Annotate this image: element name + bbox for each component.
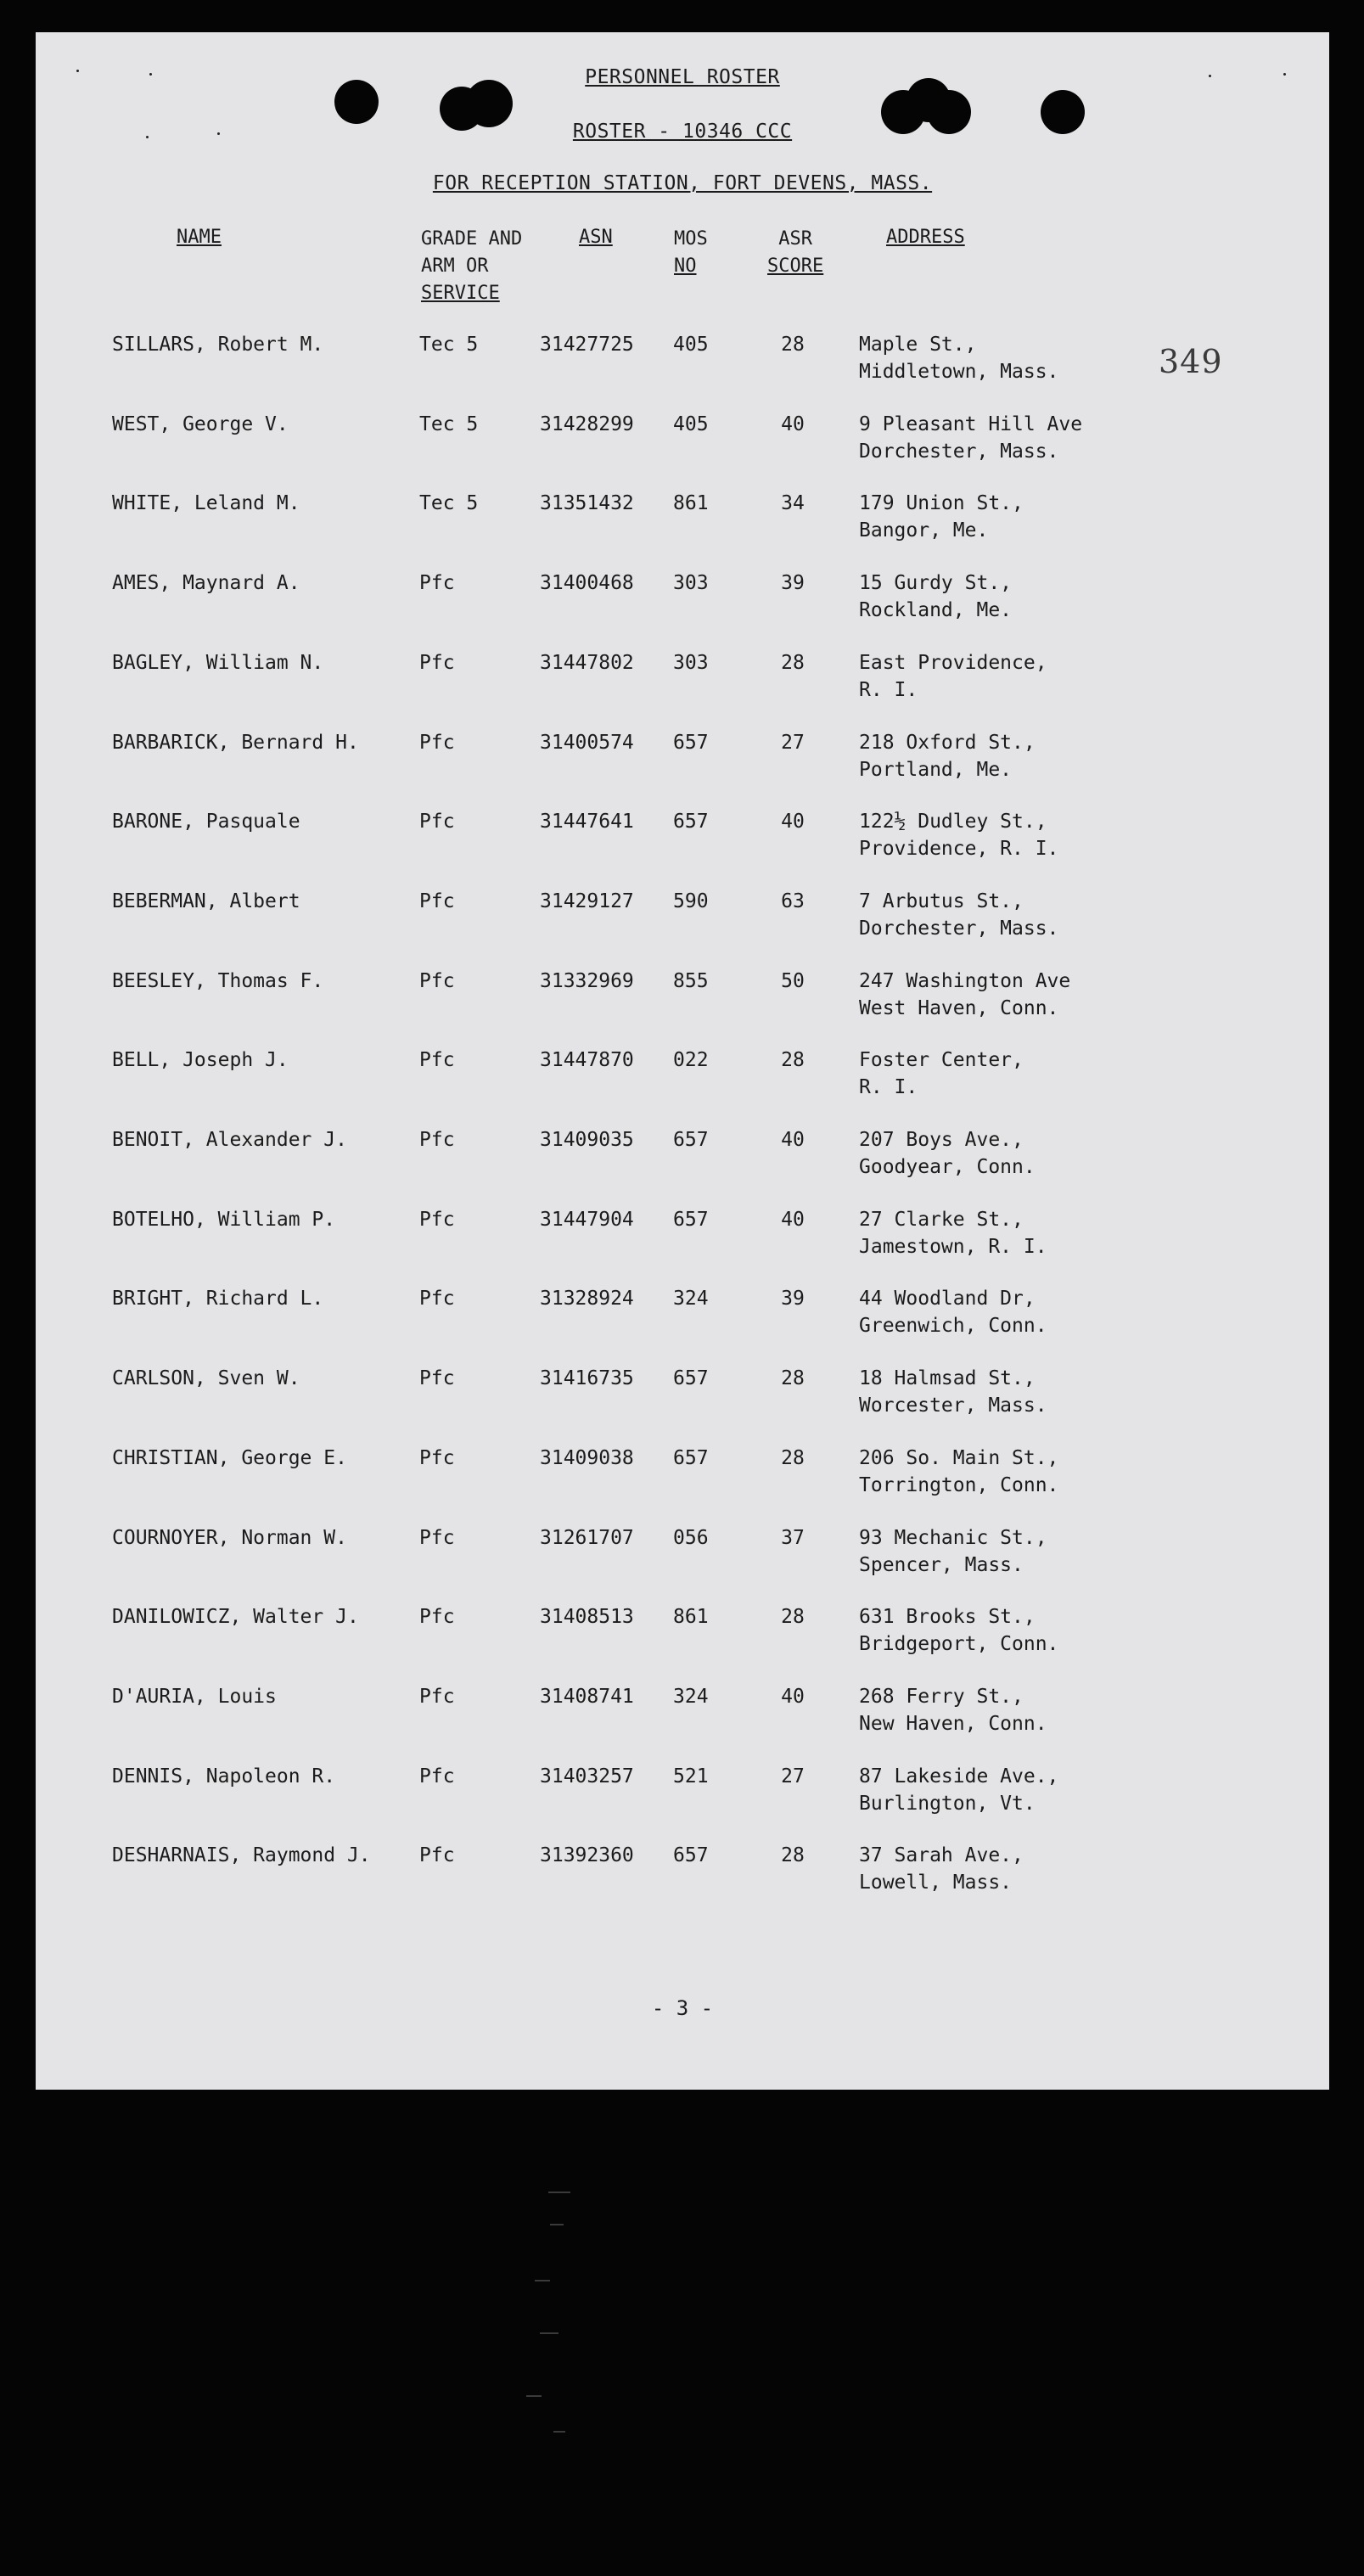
table-row	[36, 968, 1329, 1022]
address-line: 179 Union St.,	[859, 492, 1024, 514]
asn-cell: 31408513	[540, 1606, 634, 1628]
scan-artifact	[550, 2224, 564, 2225]
table-row	[36, 1445, 1329, 1499]
mos-cell: 657	[673, 732, 709, 754]
mos-cell: 657	[673, 1447, 709, 1469]
grade-header-line: SERVICE	[421, 283, 500, 304]
address-line: 15 Gurdy St.,	[859, 572, 1013, 594]
grade-cell: Pfc	[419, 1209, 455, 1231]
table-row	[36, 1126, 1329, 1181]
grade-cell: Pfc	[419, 1765, 455, 1787]
grade-cell: Pfc	[419, 1049, 455, 1071]
asr-cell: 39	[781, 1288, 805, 1310]
address-line: Spencer, Mass.	[859, 1554, 1024, 1576]
col-header-mos	[674, 226, 708, 280]
table-row	[36, 1365, 1329, 1419]
table-row	[36, 411, 1329, 465]
asr-cell: 37	[781, 1527, 805, 1549]
address-line: West Haven, Conn.	[859, 997, 1059, 1019]
asn-cell: 31409038	[540, 1447, 634, 1469]
address-line: Dorchester, Mass.	[859, 918, 1059, 940]
address-line: R. I.	[859, 679, 918, 701]
name-cell: DESHARNAIS, Raymond J.	[112, 1844, 371, 1866]
address-cell	[859, 729, 1036, 783]
address-line: Maple St.,	[859, 334, 977, 356]
asn-cell: 31447904	[540, 1209, 634, 1231]
table-row	[36, 888, 1329, 942]
asn-cell: 31261707	[540, 1527, 634, 1549]
asn-cell: 31332969	[540, 970, 634, 992]
name-cell: DANILOWICZ, Walter J.	[112, 1606, 359, 1628]
address-cell	[859, 649, 1047, 704]
table-row	[36, 1047, 1329, 1101]
grade-cell: Pfc	[419, 1367, 455, 1389]
address-line: Dorchester, Mass.	[859, 441, 1059, 463]
address-line: Burlington, Vt.	[859, 1793, 1036, 1815]
address-cell	[859, 1842, 1024, 1896]
table-row	[36, 570, 1329, 624]
asr-header-line: SCORE	[767, 255, 824, 277]
grade-cell: Pfc	[419, 1447, 455, 1469]
grade-cell: Tec 5	[419, 492, 479, 514]
grade-header-line: ARM OR	[421, 255, 489, 277]
page-title: PERSONNEL ROSTER	[585, 66, 780, 88]
asn-cell: 31400468	[540, 572, 634, 594]
address-line: 122½ Dudley St.,	[859, 811, 1047, 833]
address-line: 268 Ferry St.,	[859, 1686, 1024, 1708]
address-cell	[859, 1126, 1036, 1181]
col-header-name: NAME	[177, 227, 222, 248]
address-cell	[859, 490, 1024, 544]
scan-artifact	[553, 2431, 565, 2433]
address-line: Portland, Me.	[859, 759, 1013, 781]
asn-cell: 31428299	[540, 413, 634, 435]
asn-cell: 31328924	[540, 1288, 634, 1310]
address-cell	[859, 888, 1058, 942]
name-cell: COURNOYER, Norman W.	[112, 1527, 347, 1549]
name-cell: BEBERMAN, Albert	[112, 890, 300, 912]
col-header-grade	[421, 226, 522, 307]
asn-cell: 31400574	[540, 732, 634, 754]
grade-cell: Pfc	[419, 1288, 455, 1310]
grade-cell: Pfc	[419, 1129, 455, 1151]
mos-header-line: NO	[674, 255, 697, 277]
grade-cell: Tec 5	[419, 334, 479, 356]
asr-cell: 40	[781, 811, 805, 833]
asn-cell: 31429127	[540, 890, 634, 912]
asr-cell: 40	[781, 1209, 805, 1231]
name-cell: BARONE, Pasquale	[112, 811, 300, 833]
name-cell: WEST, George V.	[112, 413, 289, 435]
table-row	[36, 649, 1329, 704]
mos-cell: 590	[673, 890, 709, 912]
address-cell	[859, 1365, 1047, 1419]
document-page	[36, 32, 1329, 2090]
address-cell	[859, 1206, 1047, 1260]
grade-cell: Pfc	[419, 652, 455, 674]
address-line: Goodyear, Conn.	[859, 1156, 1036, 1178]
asn-cell: 31408741	[540, 1686, 634, 1708]
address-line: 27 Clarke St.,	[859, 1209, 1024, 1231]
table-row	[36, 331, 1329, 385]
address-line: 87 Lakeside Ave.,	[859, 1765, 1059, 1787]
mos-cell: 657	[673, 1209, 709, 1231]
asr-cell: 40	[781, 1129, 805, 1151]
mos-header-line: MOS	[674, 228, 708, 250]
grade-cell: Pfc	[419, 970, 455, 992]
mos-cell: 405	[673, 413, 709, 435]
grade-cell: Pfc	[419, 890, 455, 912]
address-cell	[859, 1763, 1058, 1817]
asr-cell: 28	[781, 1844, 805, 1866]
mos-cell: 405	[673, 334, 709, 356]
name-cell: BELL, Joseph J.	[112, 1049, 289, 1071]
asr-cell: 50	[781, 970, 805, 992]
mos-cell: 657	[673, 811, 709, 833]
name-cell: AMES, Maynard A.	[112, 572, 300, 594]
name-cell: BRIGHT, Richard L.	[112, 1288, 324, 1310]
address-line: 218 Oxford St.,	[859, 732, 1036, 754]
asn-cell: 31447641	[540, 811, 634, 833]
asn-cell: 31447870	[540, 1049, 634, 1071]
asn-cell: 31447802	[540, 652, 634, 674]
margin-page-number: 349	[1159, 343, 1223, 380]
mos-cell: 521	[673, 1765, 709, 1787]
address-line: R. I.	[859, 1076, 918, 1098]
table-row	[36, 1842, 1329, 1896]
station-line: FOR RECEPTION STATION, FORT DEVENS, MASS.	[432, 172, 933, 194]
address-line: 44 Woodland Dr,	[859, 1288, 1036, 1310]
address-line: Bangor, Me.	[859, 519, 989, 542]
grade-cell: Pfc	[419, 1606, 455, 1628]
table-row	[36, 1285, 1329, 1339]
table-row	[36, 808, 1329, 862]
address-line: 9 Pleasant Hill Ave	[859, 413, 1083, 435]
col-header-asr	[767, 226, 823, 280]
address-cell	[859, 1445, 1058, 1499]
address-cell	[859, 1683, 1047, 1737]
asr-cell: 28	[781, 1447, 805, 1469]
address-line: Rockland, Me.	[859, 599, 1013, 621]
asr-cell: 63	[781, 890, 805, 912]
table-row	[36, 1603, 1329, 1658]
address-line: Bridgeport, Conn.	[859, 1633, 1059, 1655]
address-cell	[859, 968, 1070, 1022]
asr-cell: 28	[781, 652, 805, 674]
address-line: East Providence,	[859, 652, 1047, 674]
col-header-asn: ASN	[579, 227, 613, 248]
grade-cell: Pfc	[419, 1686, 455, 1708]
grade-cell: Pfc	[419, 1527, 455, 1549]
mos-cell: 861	[673, 1606, 709, 1628]
name-cell: CHRISTIAN, George E.	[112, 1447, 347, 1469]
address-cell	[859, 411, 1082, 465]
address-line: 206 So. Main St.,	[859, 1447, 1059, 1469]
address-cell	[859, 331, 1058, 385]
mos-cell: 324	[673, 1686, 709, 1708]
scan-artifact	[540, 2332, 559, 2334]
asn-cell: 31416735	[540, 1367, 634, 1389]
name-cell: SILLARS, Robert M.	[112, 334, 324, 356]
scan-artifact	[535, 2280, 550, 2281]
address-cell	[859, 1524, 1047, 1579]
scan-artifact	[526, 2395, 542, 2397]
name-cell: BAGLEY, William N.	[112, 652, 324, 674]
name-cell: D'AURIA, Louis	[112, 1686, 277, 1708]
address-cell	[859, 1047, 1024, 1101]
asr-cell: 27	[781, 1765, 805, 1787]
name-cell: BARBARICK, Bernard H.	[112, 732, 359, 754]
address-line: 18 Halmsad St.,	[859, 1367, 1036, 1389]
roster-number: ROSTER - 10346 CCC	[572, 121, 793, 143]
mos-cell: 657	[673, 1129, 709, 1151]
address-line: 37 Sarah Ave.,	[859, 1844, 1024, 1866]
asr-cell: 34	[781, 492, 805, 514]
grade-cell: Pfc	[419, 1844, 455, 1866]
address-cell	[859, 1285, 1047, 1339]
mos-cell: 657	[673, 1367, 709, 1389]
asr-cell: 40	[781, 413, 805, 435]
asn-cell: 31392360	[540, 1844, 634, 1866]
asr-cell: 39	[781, 572, 805, 594]
table-row	[36, 490, 1329, 544]
address-line: Worcester, Mass.	[859, 1395, 1047, 1417]
name-cell: CARLSON, Sven W.	[112, 1367, 300, 1389]
table-row	[36, 1206, 1329, 1260]
name-cell: WHITE, Leland M.	[112, 492, 300, 514]
mos-cell: 303	[673, 652, 709, 674]
asn-cell: 31427725	[540, 334, 634, 356]
address-line: Lowell, Mass.	[859, 1872, 1013, 1894]
scan-artifact	[548, 2192, 570, 2193]
address-line: Jamestown, R. I.	[859, 1236, 1047, 1258]
address-cell	[859, 808, 1058, 862]
mos-cell: 657	[673, 1844, 709, 1866]
grade-cell: Pfc	[419, 811, 455, 833]
name-cell: BOTELHO, William P.	[112, 1209, 336, 1231]
mos-cell: 022	[673, 1049, 709, 1071]
mos-cell: 861	[673, 492, 709, 514]
address-line: 207 Boys Ave.,	[859, 1129, 1024, 1151]
table-row	[36, 1683, 1329, 1737]
mos-cell: 324	[673, 1288, 709, 1310]
grade-cell: Pfc	[419, 572, 455, 594]
address-line: 93 Mechanic St.,	[859, 1527, 1047, 1549]
address-line: 7 Arbutus St.,	[859, 890, 1024, 912]
address-line: Torrington, Conn.	[859, 1474, 1059, 1496]
table-row	[36, 1763, 1329, 1817]
address-line: 247 Washington Ave	[859, 970, 1071, 992]
mos-cell: 303	[673, 572, 709, 594]
grade-header-line: GRADE AND	[421, 228, 523, 250]
asn-cell: 31351432	[540, 492, 634, 514]
asn-cell: 31409035	[540, 1129, 634, 1151]
grade-cell: Pfc	[419, 732, 455, 754]
grade-cell: Tec 5	[419, 413, 479, 435]
asr-cell: 28	[781, 334, 805, 356]
asr-cell: 28	[781, 1367, 805, 1389]
address-cell	[859, 1603, 1058, 1658]
address-line: Providence, R. I.	[859, 838, 1059, 860]
address-line: 631 Brooks St.,	[859, 1606, 1036, 1628]
address-line: Foster Center,	[859, 1049, 1024, 1071]
name-cell: BEESLEY, Thomas F.	[112, 970, 324, 992]
address-line: New Haven, Conn.	[859, 1713, 1047, 1735]
asr-cell: 40	[781, 1686, 805, 1708]
asr-header-line: ASR	[778, 228, 812, 250]
table-row	[36, 729, 1329, 783]
asr-cell: 28	[781, 1606, 805, 1628]
page-number: - 3 -	[651, 1996, 714, 2020]
asr-cell: 27	[781, 732, 805, 754]
mos-cell: 056	[673, 1527, 709, 1549]
table-row	[36, 1524, 1329, 1579]
asn-cell: 31403257	[540, 1765, 634, 1787]
address-line: Greenwich, Conn.	[859, 1315, 1047, 1337]
asr-cell: 28	[781, 1049, 805, 1071]
mos-cell: 855	[673, 970, 709, 992]
name-cell: BENOIT, Alexander J.	[112, 1129, 347, 1151]
address-line: Middletown, Mass.	[859, 361, 1059, 383]
name-cell: DENNIS, Napoleon R.	[112, 1765, 336, 1787]
address-cell	[859, 570, 1012, 624]
col-header-address: ADDRESS	[886, 227, 965, 248]
